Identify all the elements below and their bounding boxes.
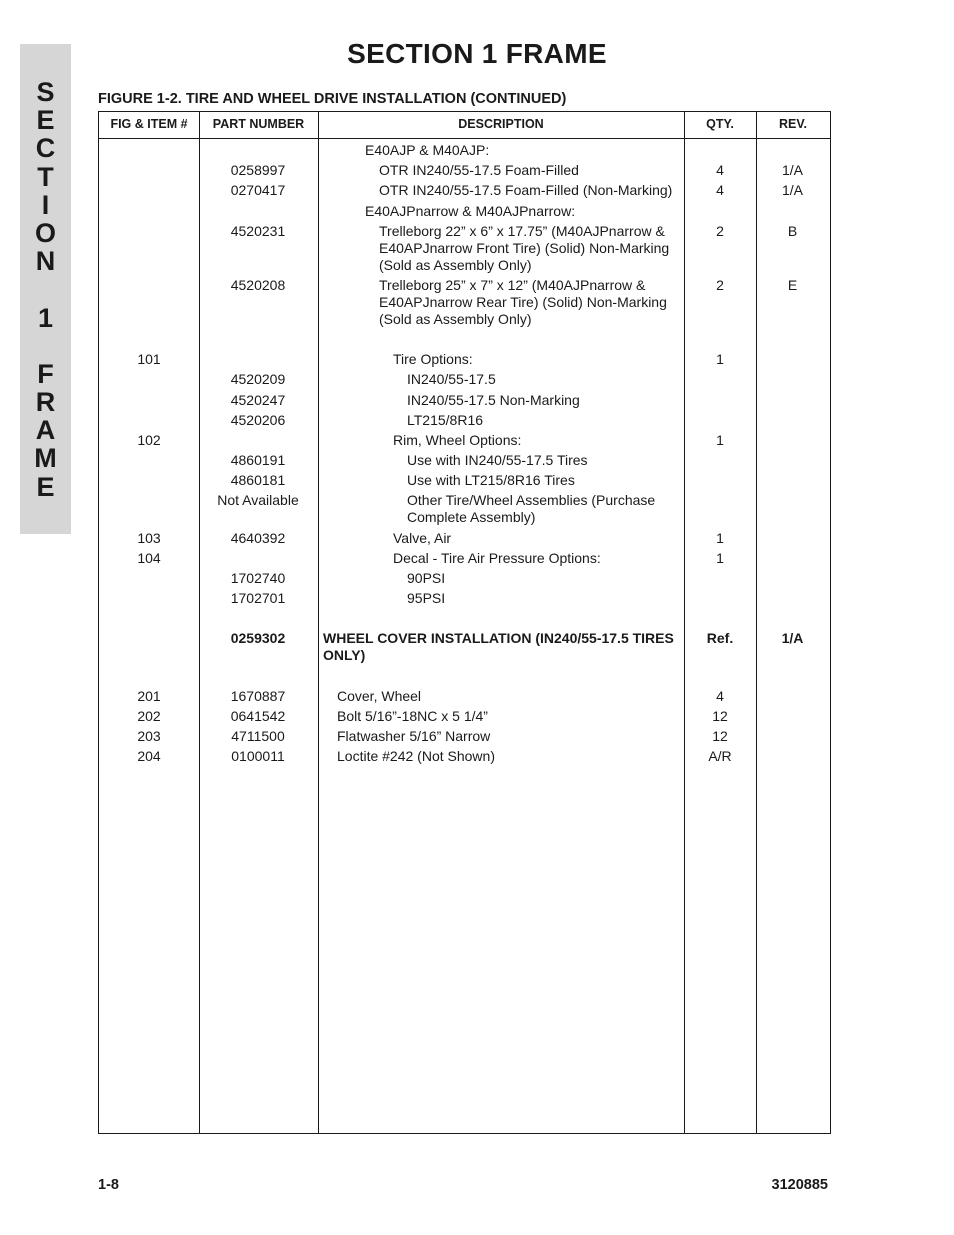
description-line: E40AJP & M40AJP: — [365, 142, 490, 158]
table-row — [99, 412, 830, 432]
parts-table — [98, 111, 831, 1134]
part-number-cell: 4520206 — [230, 411, 286, 428]
rev-cell: 1/A — [781, 162, 803, 179]
table-row — [99, 630, 830, 687]
part-number-cell: 0270417 — [230, 182, 286, 199]
qty-cell: 4 — [716, 182, 724, 199]
side-tab-letter: R — [35, 387, 56, 418]
qty-cell: 12 — [712, 707, 728, 724]
side-tab-letter: 1 — [37, 302, 54, 333]
description-line: OTR IN240/55-17.5 Foam-Filled (Non-Marking) — [379, 182, 673, 199]
description-cell — [318, 708, 680, 725]
table-row — [99, 590, 830, 630]
qty-cell: 1 — [716, 549, 724, 566]
description-line: Trelleborg 22” x 6” x 17.75” (M40AJPnarrow & — [379, 222, 665, 239]
qty-cell: 2 — [716, 276, 724, 293]
header-description: DESCRIPTION — [458, 117, 544, 131]
part-number-cell: 1702701 — [230, 590, 286, 607]
part-number-cell: 4520231 — [230, 222, 286, 239]
part-number-cell: 0641542 — [230, 707, 286, 724]
description-line: LT215/8R16 — [407, 411, 484, 428]
part-number-cell: 4520208 — [230, 276, 286, 293]
header-rev: REV. — [778, 117, 808, 131]
description-cell — [318, 412, 680, 429]
table-row — [99, 492, 830, 529]
figure-title: FIGURE 1-2. TIRE AND WHEEL DRIVE INSTALLATION (CONTINUED) — [98, 91, 567, 107]
rev-cell: 1/A — [781, 630, 804, 647]
part-number-cell: 1702740 — [230, 570, 286, 586]
table-row — [99, 530, 830, 550]
description-cell — [318, 223, 680, 274]
description-line: ONLY) — [323, 647, 366, 664]
description-line: OTR IN240/55-17.5 Foam-Filled — [379, 162, 579, 179]
rev-cell: 1/A — [781, 182, 803, 199]
table-row — [99, 728, 830, 748]
qty-cell: 1 — [716, 431, 724, 448]
description-cell — [318, 570, 680, 587]
description-line: WHEEL COVER INSTALLATION (IN240/55-17.5 TIRES — [323, 630, 674, 647]
description-line: Decal - Tire Air Pressure Options: — [393, 549, 601, 566]
description-cell — [318, 432, 680, 449]
fig-item-cell: 103 — [137, 529, 161, 546]
table-row — [99, 182, 830, 202]
description-cell — [318, 452, 680, 469]
fig-item-cell: 102 — [137, 431, 161, 448]
qty-cell: A/R — [708, 748, 732, 765]
part-number-cell: 4520209 — [230, 371, 286, 388]
side-tab-letter: F — [37, 358, 54, 389]
description-cell — [318, 277, 680, 328]
qty-cell: 1 — [716, 351, 724, 368]
description-cell — [318, 472, 680, 489]
description-line: (Sold as Assembly Only) — [379, 256, 532, 273]
description-cell — [318, 748, 680, 765]
description-line: Bolt 5/16”-18NC x 5 1/4” — [337, 707, 488, 724]
header-qty: QTY. — [706, 117, 734, 131]
part-number-cell: 0100011 — [231, 748, 285, 765]
description-cell — [318, 550, 680, 567]
description-line: Use with LT215/8R16 Tires — [407, 472, 575, 489]
fig-item-cell: 204 — [137, 748, 161, 765]
description-line: Flatwasher 5/16” Narrow — [337, 727, 491, 744]
description-line: E40AJPnarrow & M40AJPnarrow: — [365, 202, 576, 219]
side-tab-letters — [20, 78, 71, 501]
part-number-cell: 0259302 — [230, 630, 286, 647]
part-number-cell: 4711500 — [231, 727, 285, 744]
table-row — [99, 351, 830, 371]
description-cell — [318, 162, 680, 179]
header-fig-item: FIG & ITEM # — [110, 117, 188, 131]
side-tab-letter: E — [36, 105, 55, 136]
table-row — [99, 142, 830, 162]
description-cell — [318, 371, 680, 388]
section-side-tab — [20, 44, 71, 534]
description-cell — [318, 142, 680, 159]
table-row — [99, 472, 830, 492]
fig-item-cell: 201 — [137, 687, 161, 704]
part-number-cell: 1670887 — [230, 687, 286, 704]
table-row — [99, 392, 830, 412]
page-number: 1-8 — [98, 1177, 119, 1193]
table-row — [99, 570, 830, 590]
description-line: Tire Options: — [393, 351, 473, 368]
description-cell — [318, 182, 680, 199]
side-tab-letter: M — [34, 443, 57, 474]
side-tab-letter: I — [41, 189, 50, 220]
table-row — [99, 748, 830, 768]
side-tab-letter: A — [35, 415, 56, 446]
table-row — [99, 162, 830, 182]
table-row — [99, 708, 830, 728]
fig-item-cell: 101 — [137, 351, 161, 368]
qty-cell: 2 — [716, 222, 724, 239]
table-header — [99, 112, 830, 139]
part-number-cell: 4640392 — [230, 529, 286, 546]
qty-cell: Ref. — [706, 630, 734, 647]
part-number-cell: 4860191 — [230, 452, 286, 469]
description-cell — [318, 392, 680, 409]
qty-cell: 4 — [716, 162, 724, 179]
side-tab-letter: T — [37, 161, 54, 192]
fig-item-cell: 202 — [137, 707, 161, 724]
description-line: Trelleborg 25” x 7” x 12” (M40AJPnarrow & — [379, 276, 646, 293]
header-part-number: PART NUMBER — [212, 117, 305, 131]
side-tab-letter: N — [35, 246, 56, 277]
description-cell — [318, 630, 680, 664]
fig-item-cell: 203 — [137, 727, 161, 744]
description-cell — [318, 530, 680, 547]
fig-item-cell: 104 — [137, 549, 161, 566]
description-cell — [318, 492, 680, 526]
description-line: E40APJnarrow Rear Tire) (Solid) Non-Marking — [379, 293, 667, 310]
description-line: 90PSI — [407, 570, 446, 586]
description-cell — [318, 203, 680, 220]
document-number: 3120885 — [771, 1177, 828, 1193]
table-row — [99, 277, 830, 351]
rev-cell: E — [787, 276, 798, 293]
description-line: Complete Assembly) — [407, 509, 536, 526]
part-number-cell: 0258997 — [230, 162, 286, 179]
part-number-cell: Not Available — [217, 492, 299, 509]
part-number-cell: 4520247 — [230, 391, 286, 408]
description-line: Loctite #242 (Not Shown) — [337, 748, 495, 765]
table-row — [99, 452, 830, 472]
table-body — [99, 142, 830, 768]
table-row — [99, 203, 830, 223]
description-line: IN240/55-17.5 Non-Marking — [407, 391, 580, 408]
side-tab-letter: E — [36, 471, 55, 502]
table-row — [99, 688, 830, 708]
description-line: Other Tire/Wheel Assemblies (Purchase — [407, 492, 656, 509]
table-row — [99, 371, 830, 391]
description-line: Cover, Wheel — [337, 687, 422, 704]
description-cell — [318, 728, 680, 745]
table-row — [99, 223, 830, 277]
description-line: IN240/55-17.5 — [407, 371, 496, 388]
qty-cell: 12 — [712, 727, 728, 744]
page-title: SECTION 1 FRAME — [347, 38, 607, 69]
description-line: 95PSI — [407, 590, 446, 607]
table-row — [99, 550, 830, 570]
side-tab-letter: O — [34, 217, 56, 248]
description-cell — [318, 590, 680, 607]
description-line: E40APJnarrow Front Tire) (Solid) Non-Marking — [379, 239, 670, 256]
qty-cell: 4 — [716, 687, 724, 704]
side-tab-letter: C — [35, 133, 56, 164]
qty-cell: 1 — [716, 529, 724, 546]
description-line: Use with IN240/55-17.5 Tires — [407, 452, 588, 469]
description-line: Valve, Air — [393, 529, 452, 546]
description-cell — [318, 351, 680, 368]
side-tab-letter: S — [36, 77, 55, 107]
description-line: Rim, Wheel Options: — [393, 431, 522, 448]
table-row — [99, 432, 830, 452]
description-cell — [318, 688, 680, 705]
rev-cell: B — [787, 222, 798, 239]
part-number-cell: 4860181 — [230, 472, 286, 489]
description-line: (Sold as Assembly Only) — [379, 310, 532, 327]
